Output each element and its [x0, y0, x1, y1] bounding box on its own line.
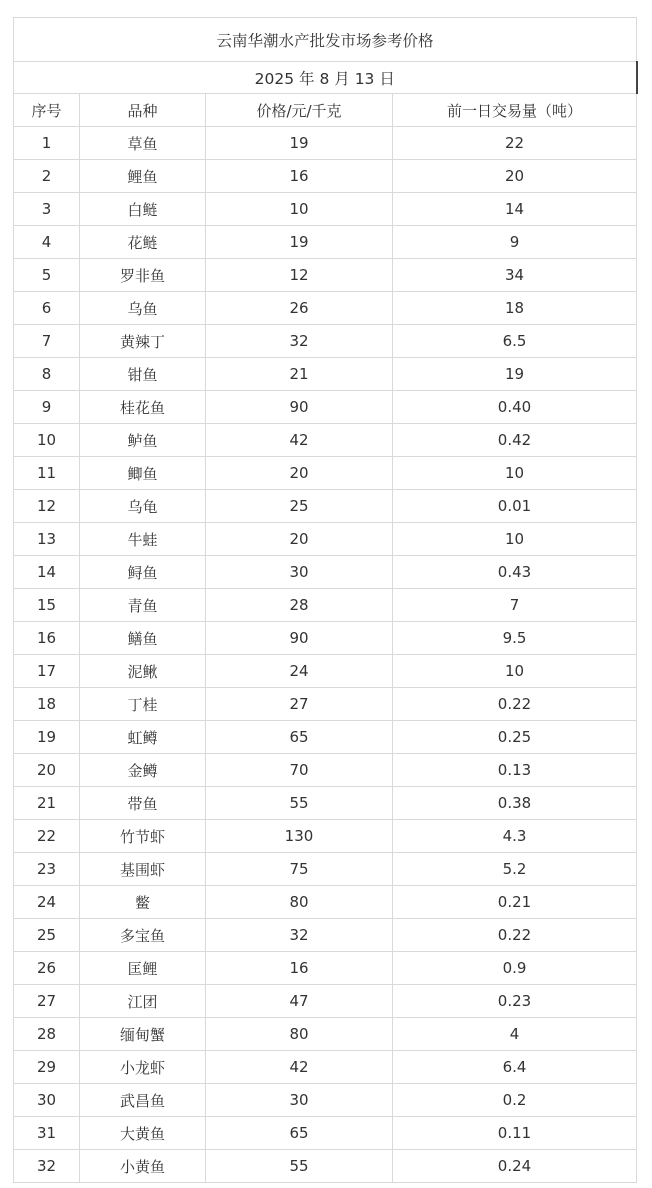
table-row	[14, 919, 637, 952]
cell-price: 19	[206, 127, 393, 160]
cell-variety: 基围虾	[80, 853, 206, 886]
cell-variety: 青鱼	[80, 589, 206, 622]
table-row	[14, 754, 637, 787]
cell-volume: 20	[393, 160, 637, 193]
table-row	[14, 523, 637, 556]
header-index: 序号	[14, 94, 80, 127]
table-row	[14, 688, 637, 721]
cell-variety: 鳝鱼	[80, 622, 206, 655]
cell-volume: 4	[393, 1018, 637, 1051]
cell-variety: 白鲢	[80, 193, 206, 226]
cell-volume: 9.5	[393, 622, 637, 655]
cell-volume: 0.2	[393, 1084, 637, 1117]
table-row	[14, 820, 637, 853]
cell-price: 20	[206, 457, 393, 490]
cell-variety: 匡鲤	[80, 952, 206, 985]
cell-index: 27	[14, 985, 80, 1018]
cell-index: 31	[14, 1117, 80, 1150]
cell-price: 70	[206, 754, 393, 787]
cell-index: 16	[14, 622, 80, 655]
cell-volume: 0.25	[393, 721, 637, 754]
cell-variety: 缅甸蟹	[80, 1018, 206, 1051]
cell-variety: 武昌鱼	[80, 1084, 206, 1117]
cell-volume: 4.3	[393, 820, 637, 853]
cell-volume: 0.9	[393, 952, 637, 985]
cell-variety: 泥鳅	[80, 655, 206, 688]
cell-price: 12	[206, 259, 393, 292]
header-row	[14, 94, 637, 127]
cell-variety: 丁桂	[80, 688, 206, 721]
cell-volume: 0.22	[393, 919, 637, 952]
cell-volume: 10	[393, 655, 637, 688]
table-body	[14, 127, 637, 1183]
header-volume: 前一日交易量（吨）	[393, 94, 637, 127]
table-row	[14, 787, 637, 820]
cell-index: 12	[14, 490, 80, 523]
table-row	[14, 226, 637, 259]
table-row	[14, 193, 637, 226]
cell-volume: 6.5	[393, 325, 637, 358]
cell-price: 16	[206, 160, 393, 193]
table-row	[14, 853, 637, 886]
cell-price: 28	[206, 589, 393, 622]
cell-variety: 鲈鱼	[80, 424, 206, 457]
table-date: 2025 年 8 月 13 日	[14, 62, 637, 94]
cell-index: 17	[14, 655, 80, 688]
cell-price: 90	[206, 391, 393, 424]
cell-index: 15	[14, 589, 80, 622]
cell-price: 55	[206, 787, 393, 820]
cell-index: 3	[14, 193, 80, 226]
cell-price: 10	[206, 193, 393, 226]
cell-index: 26	[14, 952, 80, 985]
cell-price: 21	[206, 358, 393, 391]
cell-index: 22	[14, 820, 80, 853]
cell-variety: 鲫鱼	[80, 457, 206, 490]
price-table	[13, 17, 638, 1183]
table-row	[14, 1018, 637, 1051]
cell-price: 25	[206, 490, 393, 523]
price-table-container	[13, 17, 636, 1183]
cell-index: 20	[14, 754, 80, 787]
cell-price: 32	[206, 325, 393, 358]
table-row	[14, 325, 637, 358]
table-row	[14, 952, 637, 985]
cell-index: 32	[14, 1150, 80, 1183]
cell-variety: 黄辣丁	[80, 325, 206, 358]
cell-price: 30	[206, 1084, 393, 1117]
cell-index: 1	[14, 127, 80, 160]
cell-price: 75	[206, 853, 393, 886]
table-row	[14, 721, 637, 754]
cell-volume: 0.01	[393, 490, 637, 523]
cell-index: 24	[14, 886, 80, 919]
cell-index: 19	[14, 721, 80, 754]
cell-variety: 桂花鱼	[80, 391, 206, 424]
cell-volume: 9	[393, 226, 637, 259]
cell-volume: 6.4	[393, 1051, 637, 1084]
cell-price: 16	[206, 952, 393, 985]
table-row	[14, 127, 637, 160]
table-row	[14, 457, 637, 490]
cell-price: 42	[206, 424, 393, 457]
cell-price: 27	[206, 688, 393, 721]
cell-price: 24	[206, 655, 393, 688]
cell-variety: 牛蛙	[80, 523, 206, 556]
cell-index: 29	[14, 1051, 80, 1084]
cell-index: 30	[14, 1084, 80, 1117]
cell-volume: 0.43	[393, 556, 637, 589]
cell-price: 26	[206, 292, 393, 325]
cell-index: 9	[14, 391, 80, 424]
table-row	[14, 886, 637, 919]
cell-index: 5	[14, 259, 80, 292]
table-row	[14, 1051, 637, 1084]
table-row	[14, 655, 637, 688]
cell-variety: 小龙虾	[80, 1051, 206, 1084]
table-row	[14, 424, 637, 457]
cell-variety: 带鱼	[80, 787, 206, 820]
cell-index: 23	[14, 853, 80, 886]
cell-volume: 10	[393, 523, 637, 556]
cell-index: 6	[14, 292, 80, 325]
cell-volume: 0.42	[393, 424, 637, 457]
cell-price: 42	[206, 1051, 393, 1084]
cell-variety: 虹鳟	[80, 721, 206, 754]
table-row	[14, 490, 637, 523]
cell-index: 2	[14, 160, 80, 193]
cell-volume: 0.22	[393, 688, 637, 721]
table-row	[14, 358, 637, 391]
cell-price: 90	[206, 622, 393, 655]
cell-variety: 乌龟	[80, 490, 206, 523]
cell-index: 10	[14, 424, 80, 457]
cell-volume: 0.38	[393, 787, 637, 820]
cell-volume: 19	[393, 358, 637, 391]
cell-price: 19	[206, 226, 393, 259]
cell-index: 11	[14, 457, 80, 490]
table-row	[14, 259, 637, 292]
cell-variety: 金鳟	[80, 754, 206, 787]
cell-variety: 钳鱼	[80, 358, 206, 391]
cell-variety: 花鲢	[80, 226, 206, 259]
header-variety: 品种	[80, 94, 206, 127]
cell-price: 55	[206, 1150, 393, 1183]
cell-price: 47	[206, 985, 393, 1018]
cell-variety: 竹节虾	[80, 820, 206, 853]
cell-price: 20	[206, 523, 393, 556]
cell-volume: 34	[393, 259, 637, 292]
cell-price: 80	[206, 1018, 393, 1051]
cell-volume: 0.23	[393, 985, 637, 1018]
cell-volume: 22	[393, 127, 637, 160]
date-row	[14, 62, 637, 94]
cell-index: 21	[14, 787, 80, 820]
cell-variety: 罗非鱼	[80, 259, 206, 292]
cell-volume: 0.24	[393, 1150, 637, 1183]
cell-variety: 鲟鱼	[80, 556, 206, 589]
cell-volume: 0.21	[393, 886, 637, 919]
table-row	[14, 985, 637, 1018]
cell-variety: 江团	[80, 985, 206, 1018]
cell-variety: 小黄鱼	[80, 1150, 206, 1183]
cell-price: 65	[206, 1117, 393, 1150]
cell-variety: 大黄鱼	[80, 1117, 206, 1150]
table-row	[14, 1084, 637, 1117]
cell-price: 65	[206, 721, 393, 754]
cell-volume: 10	[393, 457, 637, 490]
cell-index: 4	[14, 226, 80, 259]
cell-index: 28	[14, 1018, 80, 1051]
cell-index: 14	[14, 556, 80, 589]
cell-index: 7	[14, 325, 80, 358]
cell-price: 80	[206, 886, 393, 919]
table-row	[14, 1117, 637, 1150]
cell-volume: 18	[393, 292, 637, 325]
table-row	[14, 160, 637, 193]
cell-volume: 7	[393, 589, 637, 622]
cell-index: 13	[14, 523, 80, 556]
table-row	[14, 292, 637, 325]
cell-index: 8	[14, 358, 80, 391]
cell-variety: 草鱼	[80, 127, 206, 160]
cell-index: 18	[14, 688, 80, 721]
table-row	[14, 622, 637, 655]
table-row	[14, 556, 637, 589]
cell-volume: 0.13	[393, 754, 637, 787]
table-row	[14, 1150, 637, 1183]
table-row	[14, 391, 637, 424]
header-price: 价格/元/千克	[206, 94, 393, 127]
cell-variety: 鳖	[80, 886, 206, 919]
title-row	[14, 18, 637, 62]
cell-volume: 0.11	[393, 1117, 637, 1150]
cell-price: 130	[206, 820, 393, 853]
cell-variety: 多宝鱼	[80, 919, 206, 952]
cell-index: 25	[14, 919, 80, 952]
cell-price: 30	[206, 556, 393, 589]
cell-volume: 14	[393, 193, 637, 226]
table-row	[14, 589, 637, 622]
table-title: 云南华潮水产批发市场参考价格	[14, 18, 637, 62]
cell-variety: 乌鱼	[80, 292, 206, 325]
cell-volume: 0.40	[393, 391, 637, 424]
cell-volume: 5.2	[393, 853, 637, 886]
cell-variety: 鲤鱼	[80, 160, 206, 193]
cell-price: 32	[206, 919, 393, 952]
